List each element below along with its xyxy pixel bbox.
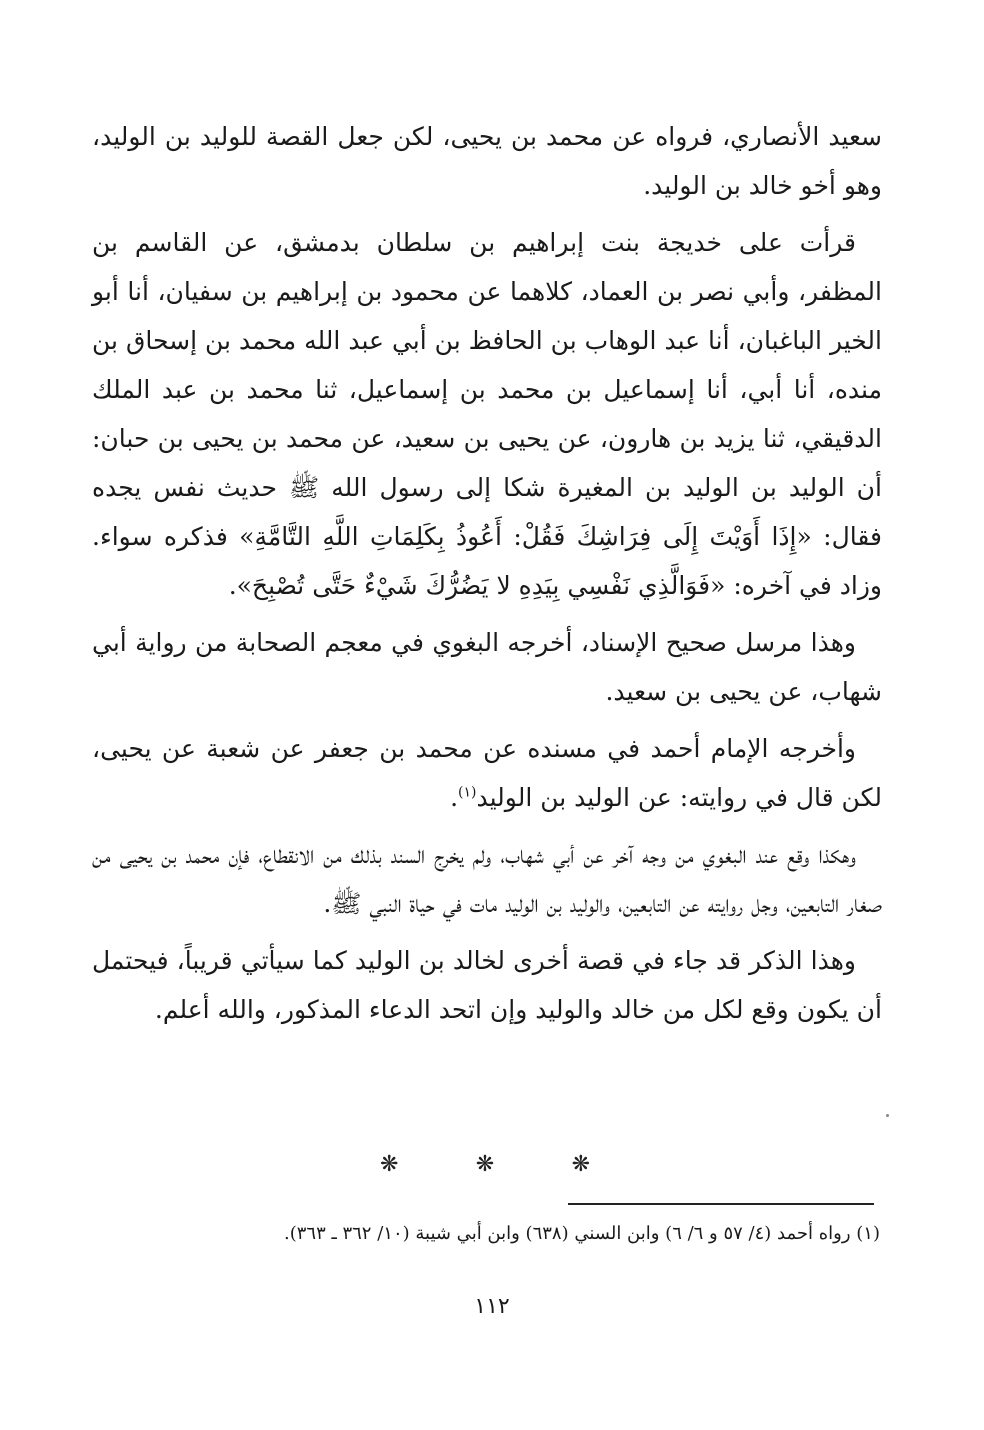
footnote: (١) رواه أحمد (٤/ ٥٧ و ٦/ ٦) وابن السني (٦٣٨) وابن أبي شيبة (١٠/ ٣٦٢ ـ ٣٦٣). <box>283 1223 880 1244</box>
main-text <box>92 112 882 1042</box>
paragraph-4-text: وأخرجه الإمام أحمد في مسنده عن محمد بن جعفر عن شعبة عن يحيى، لكن قال في روايته: عن الوليد بن الوليد <box>92 734 882 812</box>
section-separator <box>380 1150 590 1180</box>
separator-star-icon: ❋ <box>380 1152 399 1177</box>
paragraph-5: وهكذا وقع عند البغوي من وجه آخر عن أبي شهاب، ولم يخرج السند بذلك من الانقطاع، فإن محمد بن يحيى من صغار التابعين، وجل روايته عن التابعين، والوليد بن الوليد مات في حياة النبي ﷺ. <box>92 840 882 918</box>
paragraph-2: قرأت على خديجة بنت إبراهيم بن سلطان بدمشق، عن القاسم بن المظفر، وأبي نصر بن العماد، كلاهما عن محمود بن إبراهيم بن سفيان، أنا أبو الخير الباغبان، أنا عبد الوهاب بن الحافظ بن أبي عبد الله محمد بن إسحاق بن منده، أنا أبي، أنا إسماعيل بن محمد بن إسماعيل، ثنا محمد بن عبد الملك الدقيقي، ثنا يزيد بن هارون، عن يحيى بن سعيد، عن محمد بن يحيى بن حبان: أن الوليد بن الوليد بن المغيرة شكا إلى رسول الله ﷺ حديث نفس يجده فقال: «إِذَا أَوَيْتَ إِلَى فِرَاشِكَ فَقُلْ: أَعُوذُ بِكَلِمَاتِ اللَّهِ التَّامَّةِ» فذكره سواء. وزاد في آخره: «فَوَالَّذِي نَفْسِي بِيَدِهِ لا يَضُرُّكَ شَيْءٌ حَتَّى تُصْبِحَ». <box>92 228 882 600</box>
paragraph-3: وهذا مرسل صحيح الإسناد، أخرجه البغوي في معجم الصحابة من رواية أبي شهاب، عن يحيى بن سعيد. <box>92 628 882 706</box>
scan-speck <box>886 1114 889 1117</box>
paragraph-6: وهذا الذكر قد جاء في قصة أخرى لخالد بن الوليد كما سيأتي قريباً، فيحتمل أن يكون وقع لكل من خالد والوليد وإن اتحد الدعاء المذكور، والله أعلم. <box>92 946 882 1024</box>
paragraph-4-end: . <box>450 783 459 812</box>
page-number: ١١٢ <box>474 1294 510 1319</box>
footnote-reference: (١) <box>458 784 477 801</box>
separator-star-icon: ❋ <box>475 1152 495 1177</box>
paragraph-1: سعيد الأنصاري، فرواه عن محمد بن يحيى، لكن جعل القصة للوليد بن الوليد، وهو أخو خالد بن الوليد. <box>92 122 882 200</box>
separator-star-icon: ❋ <box>571 1152 590 1177</box>
paragraph-4 <box>92 724 882 822</box>
footnote-divider <box>568 1203 874 1205</box>
